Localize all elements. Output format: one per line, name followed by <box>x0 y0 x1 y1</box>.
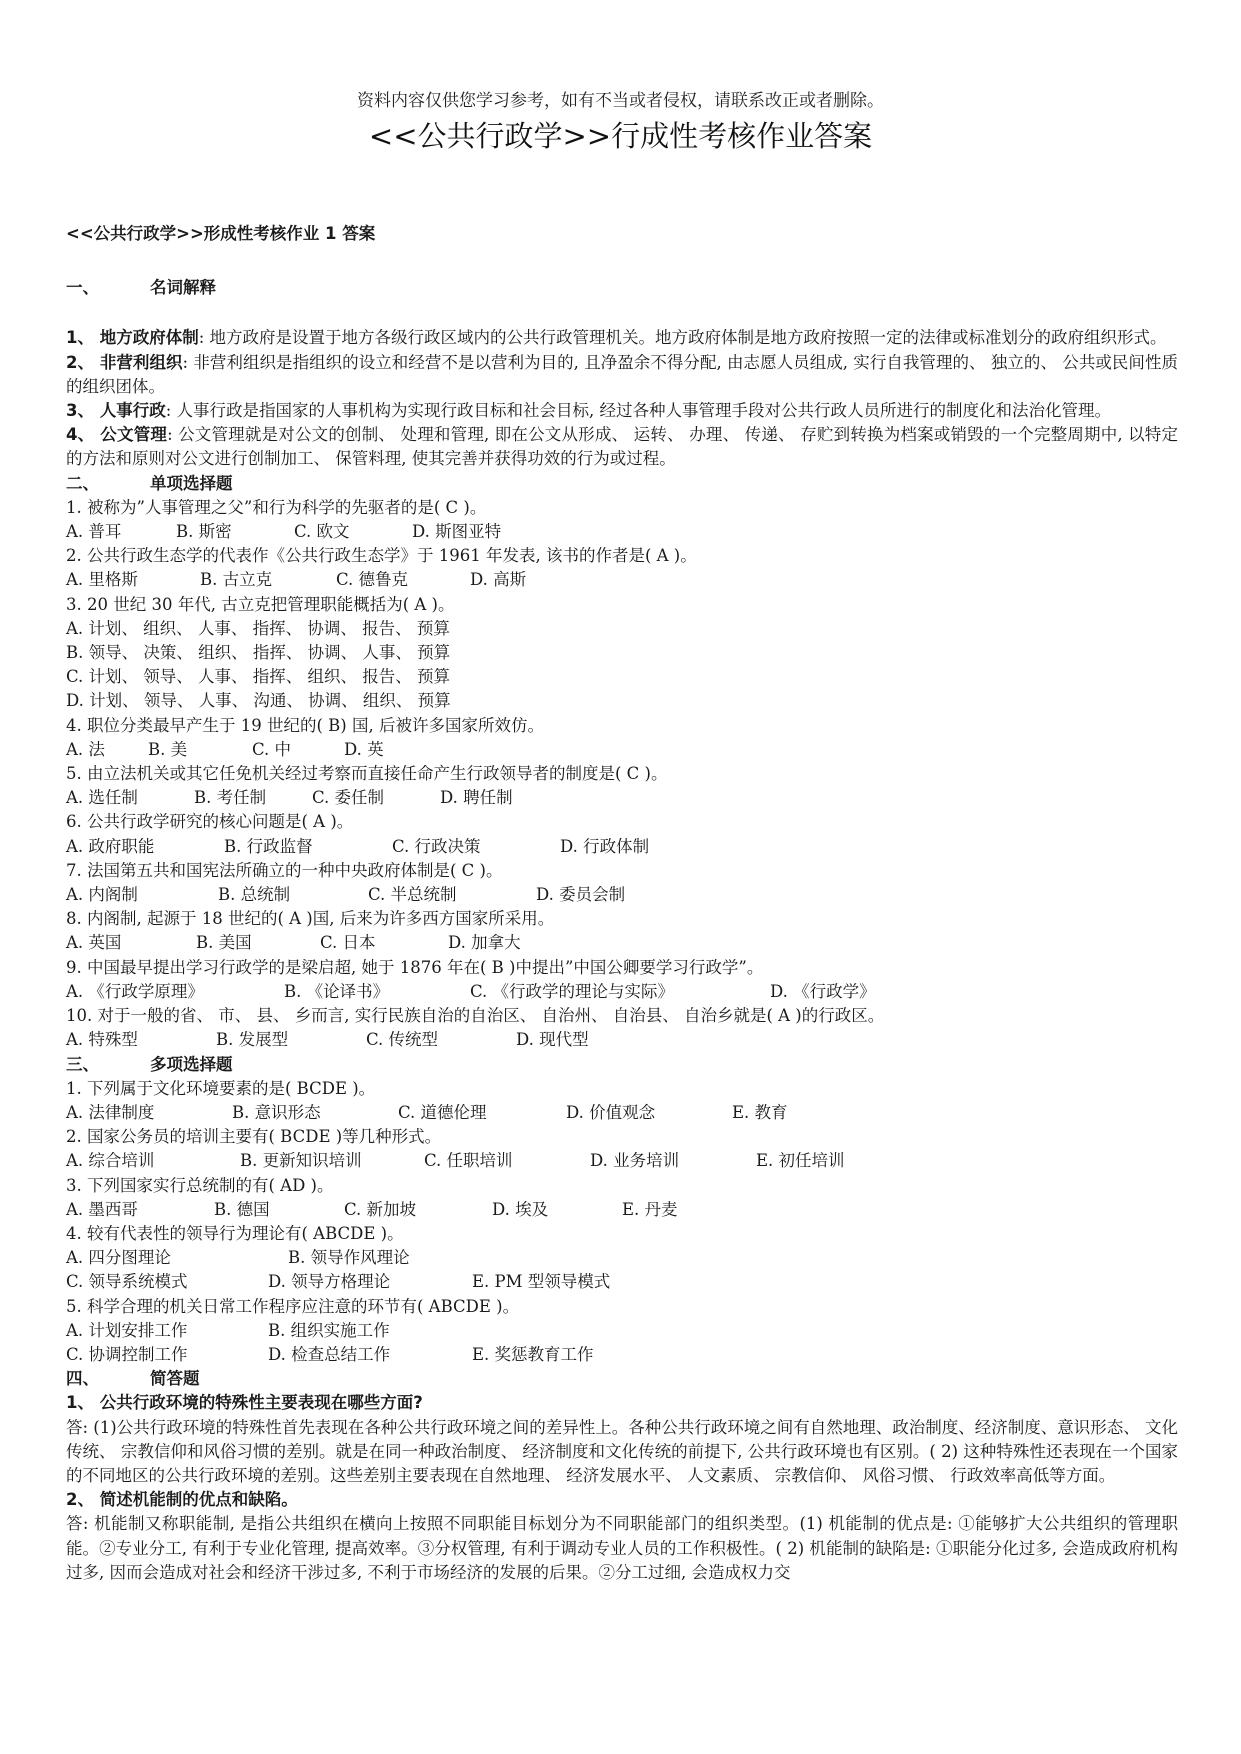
assignment-subtitle: <<公共行政学>>形成性考核作业 1 答案 <box>66 224 376 243</box>
option: D. 业务培训 <box>590 1151 680 1171</box>
term-definition: : 人事行政是指国家的人事机构为实现行政目标和社会目标, 经过各种人事管理手段对公共行政人员所进行的制度化和法治化管理。 <box>165 401 1112 421</box>
term-definitions <box>66 326 1178 471</box>
option: E. 奖惩教育工作 <box>472 1344 594 1364</box>
short-question: 2、 简述机能制的优点和缺陷。 <box>66 1490 298 1510</box>
short-answer-list <box>66 1391 1178 1585</box>
question: 1. 下列属于文化环境要素的是( BCDE )。 <box>66 1078 376 1098</box>
options-row <box>66 520 1178 544</box>
option: C. 领导系统模式 <box>66 1272 188 1292</box>
options-row <box>66 1343 1178 1367</box>
question: 6. 公共行政学研究的核心问题是( A )。 <box>66 812 354 832</box>
question: 9. 中国最早提出学习行政学的是梁启超, 她于 1876 年在( B )中提出”中国公卿要学习行政学”。 <box>66 957 764 977</box>
option: A. 墨西哥 <box>66 1199 138 1219</box>
term-label: 2、 非营利组织 <box>66 352 183 372</box>
option: D. 埃及 <box>492 1199 549 1219</box>
option: B. 古立克 <box>200 570 273 590</box>
option: D. 价值观念 <box>566 1102 656 1122</box>
short-question: 1、 公共行政环境的特殊性主要表现在哪些方面? <box>66 1393 423 1413</box>
term-label: 3、 人事行政 <box>66 401 166 421</box>
option-line: A. 计划、 组织、 人事、 指挥、 协调、 报告、 预算 <box>66 618 450 638</box>
question: 3. 下列国家实行总统制的有( AD )。 <box>66 1175 334 1195</box>
option: A. 英国 <box>66 933 122 953</box>
option: D. 英 <box>344 739 384 759</box>
question: 1. 被称为”人事管理之父”和行为科学的先驱者的是( C )。 <box>66 497 487 517</box>
option: A. 特殊型 <box>66 1030 138 1050</box>
option: A. 里格斯 <box>66 570 138 590</box>
short-answer: 答: (1)公共行政环境的特殊性首先表现在各种公共行政环境之间的差异性上。各种公共行政环境之间有自然地理、政治制度、经济制度、意识形态、 文化传统、 宗教信仰和风俗习惯的差别。就是在同一种政治制度、 经济制度和文化传统的前提下, 公共行政环境也有区别。( 2) 这种特殊性还表现在一个国家的不同地区的公共行政环境的差别。这些差别主要表现在自然地理、 经济发展水平、 人文素质、 宗教信仰、 风俗习惯、 行政效率高低等方面。 <box>66 1417 1178 1485</box>
option: B. 行政监督 <box>224 836 313 856</box>
question: 5. 由立法机关或其它任免机关经过考察而直接任命产生行政领导者的制度是( C )。 <box>66 764 668 784</box>
option: A. 法 <box>66 739 105 759</box>
option-line: D. 计划、 领导、 人事、 沟通、 协调、 组织、 预算 <box>66 691 451 711</box>
section-heading-short-answer: 四、 简答题 <box>66 1369 200 1389</box>
option: C. 传统型 <box>366 1030 439 1050</box>
option: A. 普耳 <box>66 522 122 542</box>
question: 3. 20 世纪 30 年代, 古立克把管理职能概括为( A )。 <box>66 594 455 614</box>
option: D. 领导方格理论 <box>268 1272 391 1292</box>
option: D. 《行政学》 <box>770 981 876 1001</box>
option-line: B. 领导、 决策、 组织、 指挥、 协调、 人事、 预算 <box>66 643 451 663</box>
option: D. 加拿大 <box>448 933 521 953</box>
option: C. 《行政学的理论与实际》 <box>470 981 675 1001</box>
document-title: <<公共行政学>>行成性考核作业答案 <box>368 119 873 153</box>
term-definition: : 公文管理就是对公文的创制、 处理和管理, 即在公文从形成、 运转、 办理、 传递、 存贮到转换为档案或销毁的一个完整周期中, 以特定的方法和原则对公文进行创制加工、 保管料理, 使其完善并获得功效的行为或过程。 <box>66 425 1178 469</box>
option: C. 行政决策 <box>392 836 481 856</box>
option: A. 内阁制 <box>66 885 138 905</box>
option: D. 委员会制 <box>536 885 626 905</box>
option-line: C. 计划、 领导、 人事、 指挥、 组织、 报告、 预算 <box>66 667 450 687</box>
question: 8. 内阁制, 起源于 18 世纪的( A )国, 后来为许多西方国家所采用。 <box>66 909 555 929</box>
options-row <box>66 980 1178 1004</box>
option: A. 选任制 <box>66 788 138 808</box>
options-row <box>66 931 1178 955</box>
option: B. 总统制 <box>218 885 291 905</box>
options-row <box>66 835 1178 859</box>
option: B. 斯密 <box>176 522 232 542</box>
question: 2. 公共行政生态学的代表作《公共行政生态学》于 1961 年发表, 该书的作者是( A )。 <box>66 546 697 566</box>
copyright-notice: 资料内容仅供您学习参考，如有不当或者侵权，请联系改正或者删除。 <box>357 91 884 111</box>
question: 4. 职位分类最早产生于 19 世纪的( B) 国, 后被许多国家所效仿。 <box>66 715 544 735</box>
option: D. 现代型 <box>516 1030 589 1050</box>
option: C. 欧文 <box>294 522 350 542</box>
option: A. 计划安排工作 <box>66 1320 188 1340</box>
option: D. 聘任制 <box>440 788 513 808</box>
option: C. 协调控制工作 <box>66 1344 188 1364</box>
options-row <box>66 786 1178 810</box>
option: B. 考任制 <box>194 788 267 808</box>
section-heading-single-choice: 二、 单项选择题 <box>66 473 233 493</box>
option: D. 高斯 <box>470 570 527 590</box>
options-row <box>66 1319 1178 1343</box>
option: B. 更新知识培训 <box>240 1151 362 1171</box>
options-row <box>66 883 1178 907</box>
term-item <box>66 423 1178 471</box>
options-row <box>66 568 1178 592</box>
option: C. 任职培训 <box>424 1151 513 1171</box>
term-definition: : 非营利组织是指组织的设立和经营不是以营利为目的, 且净盈余不得分配, 由志愿人员组成, 实行自我管理的、 独立的、 公共或民间性质的组织团体。 <box>66 352 1178 396</box>
question: 7. 法国第五共和国宪法所确立的一种中央政府体制是( C )。 <box>66 860 503 880</box>
option: C. 中 <box>252 739 292 759</box>
options-row <box>66 738 1178 762</box>
option: E. PM 型领导模式 <box>472 1272 611 1292</box>
term-item <box>66 399 1178 423</box>
options-row <box>66 1198 1178 1222</box>
term-item <box>66 326 1178 350</box>
option: D. 行政体制 <box>560 836 650 856</box>
short-answer: 答: 机能制又称职能制, 是指公共组织在横向上按照不同职能目标划分为不同职能部门的组织类型。(1) 机能制的优点是: ①能够扩大公共组织的管理职能。②专业分工, 有利于专业化管理, 提高效率。③分权管理, 有利于调动专业人员的工作积极性。( 2) 机能制的缺陷是: ①职能分化过多, 会造成政府机构过多, 因而会造成对社会和经济干涉过多, 不利于市场经济的发展的后果。②分工过细, 会造成权力交 <box>66 1514 1178 1582</box>
option: A. 《行政学原理》 <box>66 981 204 1001</box>
options-row <box>66 1270 1178 1294</box>
multi-choice-list <box>66 1077 1178 1367</box>
option: C. 德鲁克 <box>336 570 409 590</box>
option: C. 日本 <box>320 933 376 953</box>
question: 10. 对于一般的省、 市、 县、 乡而言, 实行民族自治的自治区、 自治州、 自治县、 自治乡就是( A )的行政区。 <box>66 1006 885 1026</box>
question: 4. 较有代表性的领导行为理论有( ABCDE )。 <box>66 1223 404 1243</box>
question: 2. 国家公务员的培训主要有( BCDE )等几种形式。 <box>66 1127 442 1147</box>
options-row <box>66 1149 1178 1173</box>
option: D. 斯图亚特 <box>412 522 502 542</box>
options-row <box>66 1246 1178 1270</box>
options-row <box>66 1101 1178 1125</box>
option: B. 意识形态 <box>232 1102 321 1122</box>
term-label: 4、 公文管理 <box>66 425 168 445</box>
option: B. 美 <box>148 739 188 759</box>
document-body <box>66 222 1178 1585</box>
option: E. 初任培训 <box>756 1151 845 1171</box>
question: 5. 科学合理的机关日常工作程序应注意的环节有( ABCDE )。 <box>66 1296 520 1316</box>
option: C. 道德伦理 <box>398 1102 487 1122</box>
options-row <box>66 1028 1178 1052</box>
section-heading-multi-choice: 三、 多项选择题 <box>66 1054 233 1074</box>
option: A. 四分图理论 <box>66 1248 171 1268</box>
option: C. 委任制 <box>312 788 385 808</box>
option: B. 领导作风理论 <box>288 1248 410 1268</box>
option: A. 法律制度 <box>66 1102 155 1122</box>
option: A. 政府职能 <box>66 836 155 856</box>
option: E. 丹麦 <box>622 1199 678 1219</box>
option: B. 发展型 <box>216 1030 289 1050</box>
option: E. 教育 <box>732 1102 788 1122</box>
option: C. 新加坡 <box>344 1199 417 1219</box>
option: B. 德国 <box>214 1199 270 1219</box>
option: B. 《论译书》 <box>284 981 390 1001</box>
option: A. 综合培训 <box>66 1151 155 1171</box>
section-heading-terms: 一、 名词解释 <box>66 278 216 298</box>
single-choice-list <box>66 496 1178 1053</box>
term-label: 1、 地方政府体制 <box>66 328 199 348</box>
term-definition: : 地方政府是设置于地方各级行政区域内的公共行政管理机关。地方政府体制是地方政府按照一定的法律或标准划分的政府组织形式。 <box>198 328 1167 348</box>
option: C. 半总统制 <box>368 885 457 905</box>
term-item <box>66 351 1178 399</box>
option: B. 美国 <box>196 933 252 953</box>
option: D. 检查总结工作 <box>268 1344 391 1364</box>
option: B. 组织实施工作 <box>268 1320 390 1340</box>
